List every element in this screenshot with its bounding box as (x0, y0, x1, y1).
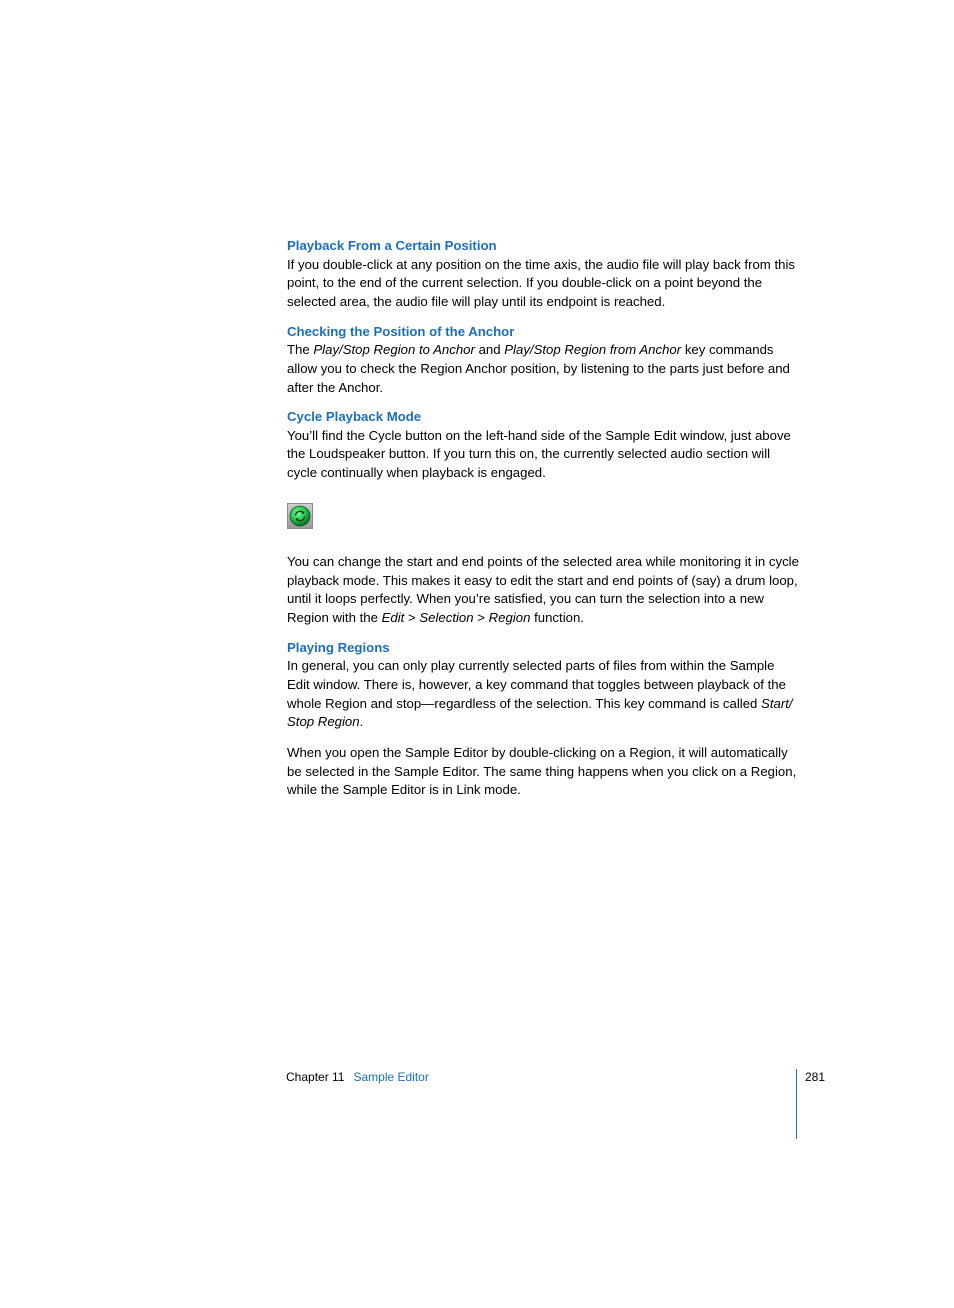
cycle-button-icon (287, 503, 313, 529)
text-span: The (287, 342, 314, 358)
footer-divider (796, 1069, 797, 1139)
menu-path-edit: Edit (381, 609, 405, 625)
heading-playing-regions: Playing Regions (287, 639, 390, 655)
page-content (287, 237, 799, 800)
heading-cycle-playback: Cycle Playback Mode (287, 409, 422, 425)
paragraph-playing-regions-1 (287, 657, 799, 732)
cycle-icon (289, 505, 311, 527)
menu-path-selection: Selection (419, 609, 474, 625)
footer-chapter-title: Sample Editor (353, 1070, 429, 1084)
menu-path-region: Region (488, 609, 531, 625)
key-command-name: Play/Stop Region to Anchor (313, 342, 475, 358)
page-footer (286, 1069, 429, 1085)
key-command-name: Start/ Stop Region (287, 695, 793, 730)
heading-anchor: Checking the Position of the Anchor (287, 323, 515, 339)
paragraph-playing-regions-2: When you open the Sample Editor by double-clicking on a Region, it will automatically be selected in the Sample Editor. The same thing happens when you click on a Region, while the Sample Editor is in Link mode. (287, 744, 797, 798)
text-span: key commands allow you to check the Region Anchor position, by listening to the parts just before and after the Anchor. (287, 342, 790, 395)
page-number: 281 (805, 1070, 826, 1084)
text-span: In general, you can only play currently selected parts of files from within the Sample Edit window. There is, however, a key command that toggles between playback of the whole Region and stop—regardless of the selection. This key command is called (287, 658, 786, 711)
key-command-name: Play/Stop Region from Anchor (504, 342, 682, 358)
footer-chapter: Chapter 11 (286, 1070, 345, 1084)
text-span: > (473, 609, 489, 625)
text-span: You can change the start and end points of the selected area while monitoring it in cycle playback mode. This makes it easy to edit the start and end points of (say) a drum loop, until it loops perfectly. When you’re satisfied, you can turn the selection into a new Region with the (287, 553, 799, 625)
paragraph-cycle-editing (287, 553, 799, 628)
text-span: > (404, 609, 420, 625)
text-span: and (474, 342, 505, 358)
paragraph-cycle-playback: You’ll find the Cycle button on the left-hand side of the Sample Edit window, just above the Loudspeaker button. If you turn this on, the currently selected audio section will cycle continually when playback is engaged. (287, 427, 791, 481)
paragraph-playback-position: If you double-click at any position on the time axis, the audio file will play back from this point, to the end of the current selection. If you double-click on a point beyond the selected area, the audio file will play until its endpoint is reached. (287, 256, 795, 309)
text-span: . (359, 714, 364, 730)
text-span: function. (530, 609, 584, 625)
heading-playback-position: Playback From a Certain Position (287, 238, 497, 253)
paragraph-anchor (287, 341, 799, 397)
